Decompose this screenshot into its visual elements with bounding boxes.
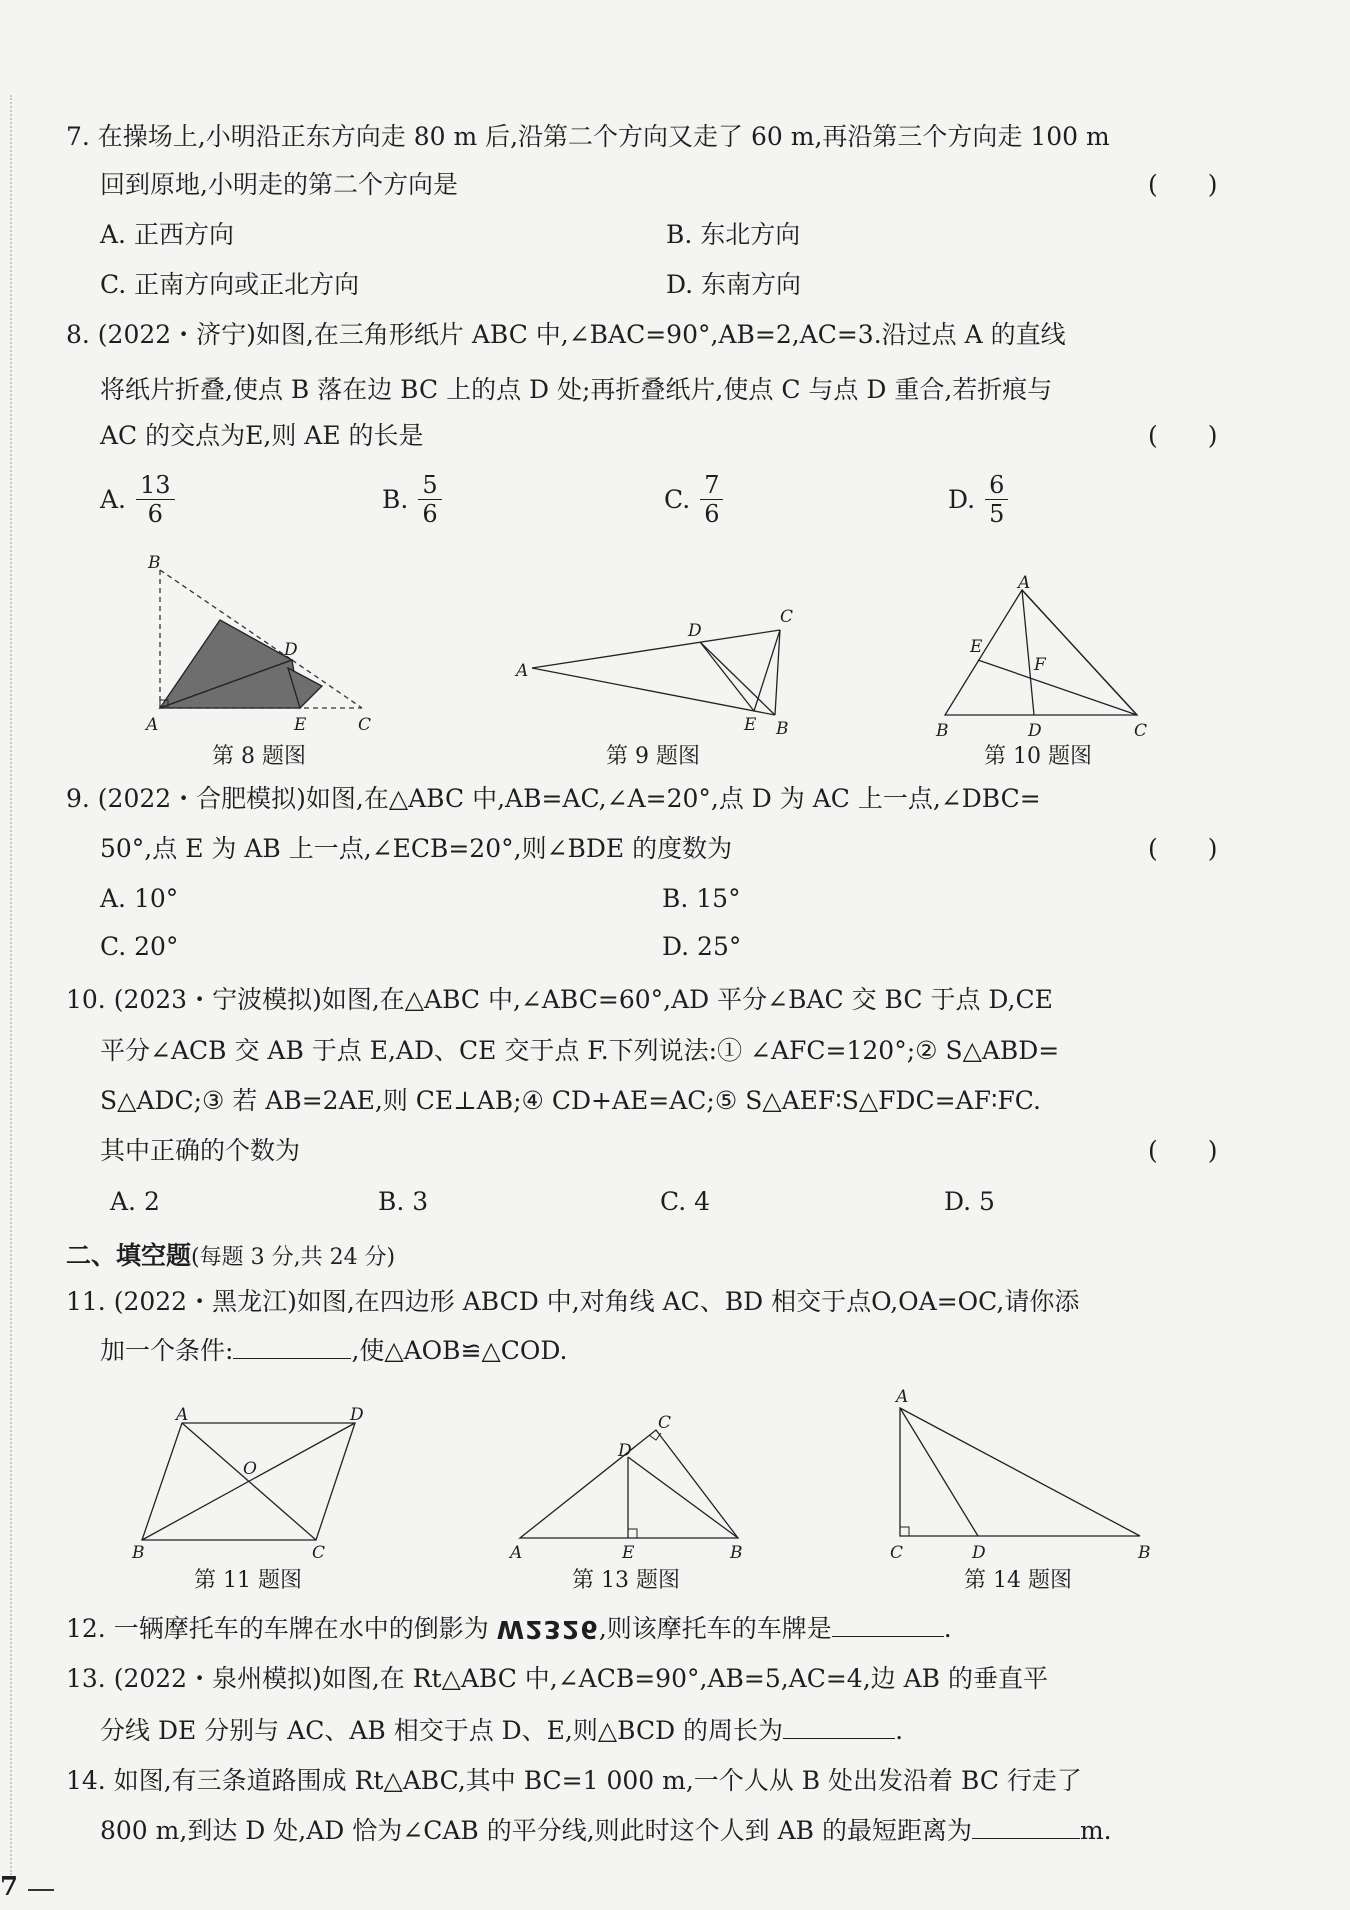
fig9-caption: 第 9 题图 [606, 744, 700, 769]
fig11-label-c: C [312, 1543, 326, 1563]
q7-option-a: A. 正西方向 [100, 220, 234, 249]
fig10-label-d: D [1028, 721, 1042, 741]
q14-answer-blank[interactable] [972, 1816, 1080, 1839]
fig8-caption: 第 8 题图 [212, 744, 306, 769]
fig13-segment-db [628, 1457, 738, 1538]
fig8-label-a: A [146, 715, 159, 735]
q8-option-a-label: A. [100, 485, 127, 514]
q7-answer-paren: ( ) [1148, 170, 1218, 199]
fig10-caption: 第 10 题图 [984, 744, 1092, 769]
fig14-label-d: D [972, 1543, 986, 1563]
q12-suffix: ,则该摩托车的车牌是 [598, 1614, 832, 1643]
q13-line-2 [100, 1714, 903, 1748]
q7-line-2: 回到原地,小明走的第二个方向是 [100, 170, 458, 199]
q12-end: . [943, 1614, 952, 1643]
fig14-segment-ad [900, 1408, 978, 1536]
q9-option-b: B. 15° [662, 884, 741, 913]
q9-option-a: A. 10° [100, 884, 179, 913]
q10-option-b: B. 3 [378, 1187, 429, 1216]
q12-prefix: 12. 一辆摩托车的车牌在水中的倒影为 [66, 1614, 497, 1643]
q10-line-2: 平分∠ACB 交 AB 于点 E,AD、CE 交于点 F.下列说法:① ∠AFC=120°;② S△ABD= [100, 1036, 1060, 1065]
figure-14 [890, 1387, 1151, 1563]
q10-option-c: C. 4 [660, 1187, 711, 1216]
q10-answer-paren: ( ) [1148, 1136, 1218, 1165]
fig11-diagonal-bd [142, 1423, 355, 1540]
fig9-label-a: A [516, 661, 529, 681]
q8-option-d-label: D. [948, 485, 976, 514]
q14-line-2-prefix: 800 m,到达 D 处,AD 恰为∠CAB 的平分线,则此时这个人到 AB 的最短距离为 [100, 1816, 972, 1845]
fig14-label-b: B [1138, 1543, 1151, 1563]
fig14-label-c: C [890, 1543, 904, 1563]
q11-line-2-suffix: ,使△AOB≌△COD. [351, 1336, 568, 1365]
q8-line-2: 将纸片折叠,使点 B 落在边 BC 上的点 D 处;再折叠纸片,使点 C 与点 D 重合,若折痕与 [100, 375, 1053, 404]
q9-option-d: D. 25° [662, 932, 742, 961]
q10-option-a: A. 2 [110, 1187, 160, 1216]
fig8-label-e: E [294, 715, 307, 735]
fig9-label-c: C [780, 607, 794, 627]
q11-line-2-prefix: 加一个条件: [100, 1336, 234, 1365]
fig9-label-e: E [744, 715, 757, 735]
figure-11 [131, 1405, 364, 1563]
q14-line-2 [100, 1814, 1112, 1848]
q9-option-c: C. 20° [100, 932, 179, 961]
q8-option-c-numerator: 7 [700, 471, 723, 500]
fig13-label-e: E [622, 1543, 635, 1563]
q8-option-b-numerator: 5 [418, 471, 441, 500]
q8-option-a-denominator: 6 [147, 500, 163, 528]
fig8-label-b: B [148, 553, 161, 573]
q8-answer-paren: ( ) [1148, 421, 1218, 450]
q13-line-2-prefix: 分线 DE 分别与 AC、AB 相交于点 D、E,则△BCD 的周长为 [100, 1716, 784, 1745]
q13-line-2-suffix: . [895, 1716, 904, 1745]
q8-option-c-label: C. [664, 485, 691, 514]
q8-line-3: AC 的交点为E,则 AE 的长是 [100, 421, 424, 450]
q7-option-c: C. 正南方向或正北方向 [100, 270, 360, 299]
q14-line-2-suffix: m. [1079, 1816, 1112, 1845]
q10-line-1: 10. (2023・宁波模拟)如图,在△ABC 中,∠ABC=60°,AD 平分∠BAC 交 BC 于点 D,CE [66, 985, 1053, 1014]
fig11-label-o: O [243, 1459, 257, 1479]
fig10-label-a: A [1018, 573, 1031, 593]
fig13-right-angle-mark-e [628, 1529, 637, 1538]
q7-line-1: 7. 在操场上,小明沿正东方向走 80 m 后,沿第二个方向又走了 60 m,再沿第三个方向走 100 m [66, 122, 1110, 151]
page-number: 7 [0, 1872, 19, 1902]
section-title: 二、填空题 [66, 1241, 192, 1270]
fig11-label-b: B [132, 1543, 145, 1563]
q7-option-b: B. 东北方向 [666, 220, 801, 249]
q12-answer-blank[interactable] [832, 1614, 944, 1637]
fig11-caption: 第 11 题图 [194, 1568, 302, 1593]
page-number-dash [28, 1889, 54, 1891]
q8-line-1: 8. (2022・济宁)如图,在三角形纸片 ABC 中,∠BAC=90°,AB=2,AC=3.沿过点 A 的直线 [66, 320, 1066, 349]
fig14-caption: 第 14 题图 [964, 1568, 1072, 1593]
fig10-label-c: C [1134, 721, 1148, 741]
fig13-label-d: D [618, 1441, 632, 1461]
fig11-label-a: A [176, 1405, 189, 1425]
q10-line-4: 其中正确的个数为 [100, 1136, 301, 1165]
q10-option-d: D. 5 [944, 1187, 995, 1216]
q13-answer-blank[interactable] [783, 1716, 895, 1739]
section-subtitle: (每题 3 分,共 24 分) [191, 1245, 396, 1270]
fig10-label-f: F [1034, 655, 1046, 675]
q12-line [66, 1612, 952, 1646]
fig10-label-b: B [936, 721, 949, 741]
q8-option-b-label: B. [382, 485, 409, 514]
q8-option-d-numerator: 6 [985, 471, 1008, 500]
q9-answer-paren: ( ) [1148, 834, 1218, 863]
q11-line-1: 11. (2022・黑龙江)如图,在四边形 ABCD 中,对角线 AC、BD 相交于点O,OA=OC,请你添 [66, 1287, 1080, 1316]
fig10-label-e: E [970, 637, 983, 657]
fig13-label-b: B [730, 1543, 743, 1563]
q13-line-1: 13. (2022・泉州模拟)如图,在 Rt△ABC 中,∠ACB=90°,AB=5,AC=4,边 AB 的垂直平 [66, 1664, 1048, 1693]
fig14-right-angle-mark [900, 1527, 909, 1536]
q8-option-c-denominator: 6 [704, 500, 720, 528]
fig8-label-c: C [358, 715, 372, 735]
fig13-label-a: A [510, 1543, 523, 1563]
fig8-label-d: D [284, 640, 298, 660]
q12-plate-reflection: W2326 [496, 1615, 599, 1644]
q8-option-b-denominator: 6 [422, 500, 438, 528]
fig9-label-b: B [776, 719, 789, 739]
q14-line-1: 14. 如图,有三条道路围成 Rt△ABC,其中 BC=1 000 m,一个人从 B 处出发沿着 BC 行走了 [66, 1766, 1082, 1795]
fig13-caption: 第 13 题图 [572, 1568, 680, 1593]
fig11-label-d: D [350, 1405, 364, 1425]
fig9-label-d: D [688, 621, 702, 641]
figure-13 [508, 1413, 743, 1563]
q8-option-d-denominator: 5 [989, 500, 1005, 528]
fig14-triangle-abc [900, 1408, 1140, 1536]
q9-line-2: 50°,点 E 为 AB 上一点,∠ECB=20°,则∠BDE 的度数为 [100, 834, 733, 863]
q10-line-3: S△ADC;③ 若 AB=2AE,则 CE⊥AB;④ CD+AE=AC;⑤ S△AEF∶S△FDC=AF∶FC. [100, 1086, 1041, 1115]
q7-option-d: D. 东南方向 [666, 270, 802, 299]
q8-option-a-numerator: 13 [136, 471, 175, 500]
q9-line-1: 9. (2022・合肥模拟)如图,在△ABC 中,AB=AC,∠A=20°,点 D 为 AC 上一点,∠DBC= [66, 784, 1041, 813]
fig14-label-a: A [896, 1387, 909, 1407]
fig13-label-c: C [658, 1413, 672, 1433]
